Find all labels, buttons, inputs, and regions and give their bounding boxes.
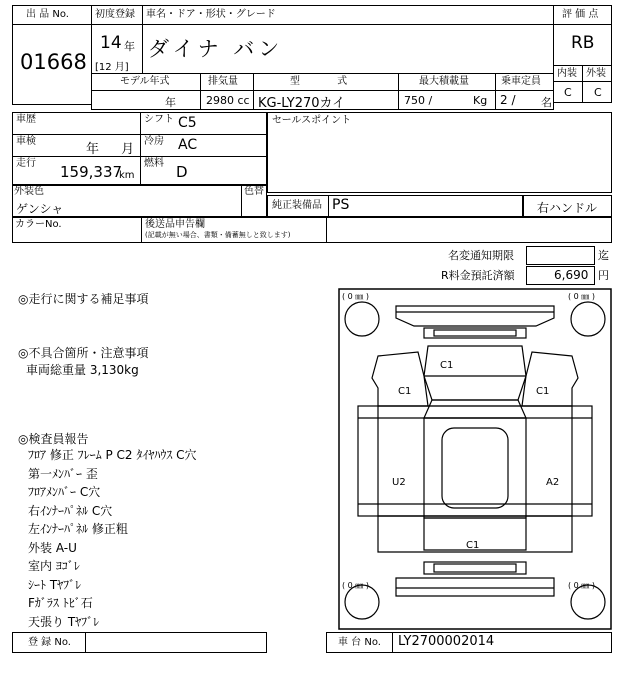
fuel-value: D (176, 163, 188, 181)
inspector-line: 右ｲﾝﾅｰﾊﾟﾈﾙ C穴 (28, 503, 113, 518)
rating-label: 評 価 点 (562, 9, 599, 20)
docs-label: 後送品申告欄 (145, 219, 205, 230)
ac-label: 冷房 (144, 136, 164, 147)
history-label: 車歴 (16, 114, 36, 125)
windshield (424, 400, 526, 418)
inspector-lines (28, 446, 197, 631)
mark-right-side: A2 (546, 477, 560, 488)
vehicle-diagram (338, 288, 612, 630)
first-reg-label: 初度登録 (95, 9, 135, 20)
rating-value: RB (571, 33, 595, 53)
ac-value: AC (178, 137, 198, 153)
inspector-line: 第一ﾒﾝﾊﾞｰ 歪 (28, 466, 98, 481)
shift-value: C5 (178, 115, 197, 131)
color-value: ゲンシャ (16, 202, 64, 216)
capacity-unit: 名 (541, 96, 552, 109)
corner-tr-label: ( 0 ㎜ ) (568, 292, 595, 301)
interior-label: 内装 (557, 68, 577, 79)
mark-rear: C1 (466, 540, 480, 551)
capacity-value: 2 / (500, 93, 516, 107)
displacement-value: 2980 cc (206, 94, 250, 107)
roof (442, 428, 508, 508)
color-change-label: 色替 (244, 186, 264, 197)
recycle-unit: 円 (598, 269, 609, 282)
sales-points-label: セールスポイント (272, 115, 352, 126)
corner-br-label: ( 0 ㎜ ) (568, 581, 595, 590)
change-deadline-unit: 迄 (598, 249, 609, 262)
type-label: 型 式 (290, 76, 348, 87)
recycle-value: 6,690 (554, 268, 589, 282)
rear-bumper (396, 578, 554, 596)
lot-number: 01668 (20, 50, 87, 74)
inspector-line: ｼｰﾄ Tﾔﾌﾞﾚ (28, 577, 82, 592)
hood (424, 346, 526, 400)
corner-tl-label: ( 0 ㎜ ) (342, 292, 369, 301)
max-load-value: 750 / (404, 94, 433, 107)
corner-bl-label: ( 0 ㎜ ) (342, 581, 369, 590)
inspector-line: Fｶﾞﾗｽ ﾄﾋﾞ石 (28, 596, 93, 610)
inspector-line: ﾌﾛｱ 修正 ﾌﾚｰﾑ P C2 ﾀｲﾔﾊｳｽ C穴 (28, 448, 197, 462)
inspector-line: 外装 A-U (28, 540, 77, 555)
equipment-value: PS (332, 197, 350, 213)
displacement-label: 排気量 (208, 76, 238, 87)
change-deadline-value (526, 246, 595, 265)
front-bumper (396, 306, 554, 326)
fuel-label: 燃料 (144, 158, 164, 169)
inspector-line: 室内 ﾖｺﾞﾚ (28, 559, 80, 573)
front-right-fender (522, 352, 578, 406)
supplement-title: ◎走行に関する補足事項 (18, 292, 149, 306)
docs-entry-box (326, 217, 612, 243)
mark-right-front: C1 (536, 386, 550, 397)
cargo-body (358, 406, 592, 516)
defect-item: 車両総重量 3,130kg (26, 363, 139, 377)
mileage-value: 159,337 (60, 163, 123, 181)
change-deadline-label: 名変通知期限 (448, 249, 514, 262)
inspector-line: ﾌﾛｱﾒﾝﾊﾞｰ C穴 (28, 485, 101, 499)
mileage-label: 走行 (16, 158, 36, 169)
inspector-line: 天張り Tﾔﾌﾞﾚ (28, 614, 100, 629)
mark-roof-front: C1 (440, 360, 454, 371)
chassis-label: 車 台 No. (338, 637, 381, 648)
equipment-label: 純正装備品 (272, 200, 322, 211)
recycle-label: R料金預託済額 (441, 269, 515, 282)
exterior-label: 外装 (586, 68, 606, 79)
chassis-no: LY2700002014 (398, 634, 495, 649)
wheel-rear-right (571, 585, 605, 619)
inspector-line: 左ｲﾝﾅｰﾊﾟﾈﾙ 修正粗 (28, 522, 128, 536)
front-left-fender (372, 352, 428, 406)
reg-label: 登 録 No. (28, 637, 71, 648)
wheel-front-left (345, 302, 379, 336)
first-reg-month: [12 月] (95, 62, 129, 73)
lot-label: 出 品 No. (26, 9, 69, 20)
inspection-label: 車検 (16, 136, 36, 147)
steering-value: 右ハンドル (537, 201, 598, 215)
mark-left-side: U2 (392, 477, 406, 488)
inspector-title: ◎検査員報告 (18, 432, 89, 446)
first-reg-year-unit: 年 (124, 40, 135, 53)
model-year-label: モデル年式 (120, 76, 170, 87)
wheel-front-right (571, 302, 605, 336)
model-year-unit: 年 (165, 96, 176, 109)
car-name-label: 車名・ドア・形状・グレード (146, 9, 276, 20)
color-no-label: カラーNo. (15, 219, 62, 230)
shift-label: シフト (144, 114, 174, 125)
capacity-label: 乗車定員 (501, 76, 541, 87)
mileage-unit: km (119, 170, 135, 181)
mark-left-front: C1 (398, 386, 412, 397)
exterior-grade: C (594, 86, 602, 99)
car-name: ダイナ バン (148, 37, 284, 61)
max-load-label: 最大積載量 (419, 76, 469, 87)
color-label: 外装色 (14, 186, 44, 197)
interior-grade: C (564, 86, 572, 99)
type-value: KG-LY270カイ (258, 96, 346, 111)
first-reg-year: 14 (100, 33, 122, 53)
defects-title: ◎不具合箇所・注意事項 (18, 346, 149, 360)
wheel-rear-left (345, 585, 379, 619)
inspection-value: 年 月 (86, 142, 135, 157)
max-load-unit: Kg (473, 94, 488, 107)
docs-note: (記載が無い場合、書類・備蓄無しと致します) (145, 231, 291, 239)
